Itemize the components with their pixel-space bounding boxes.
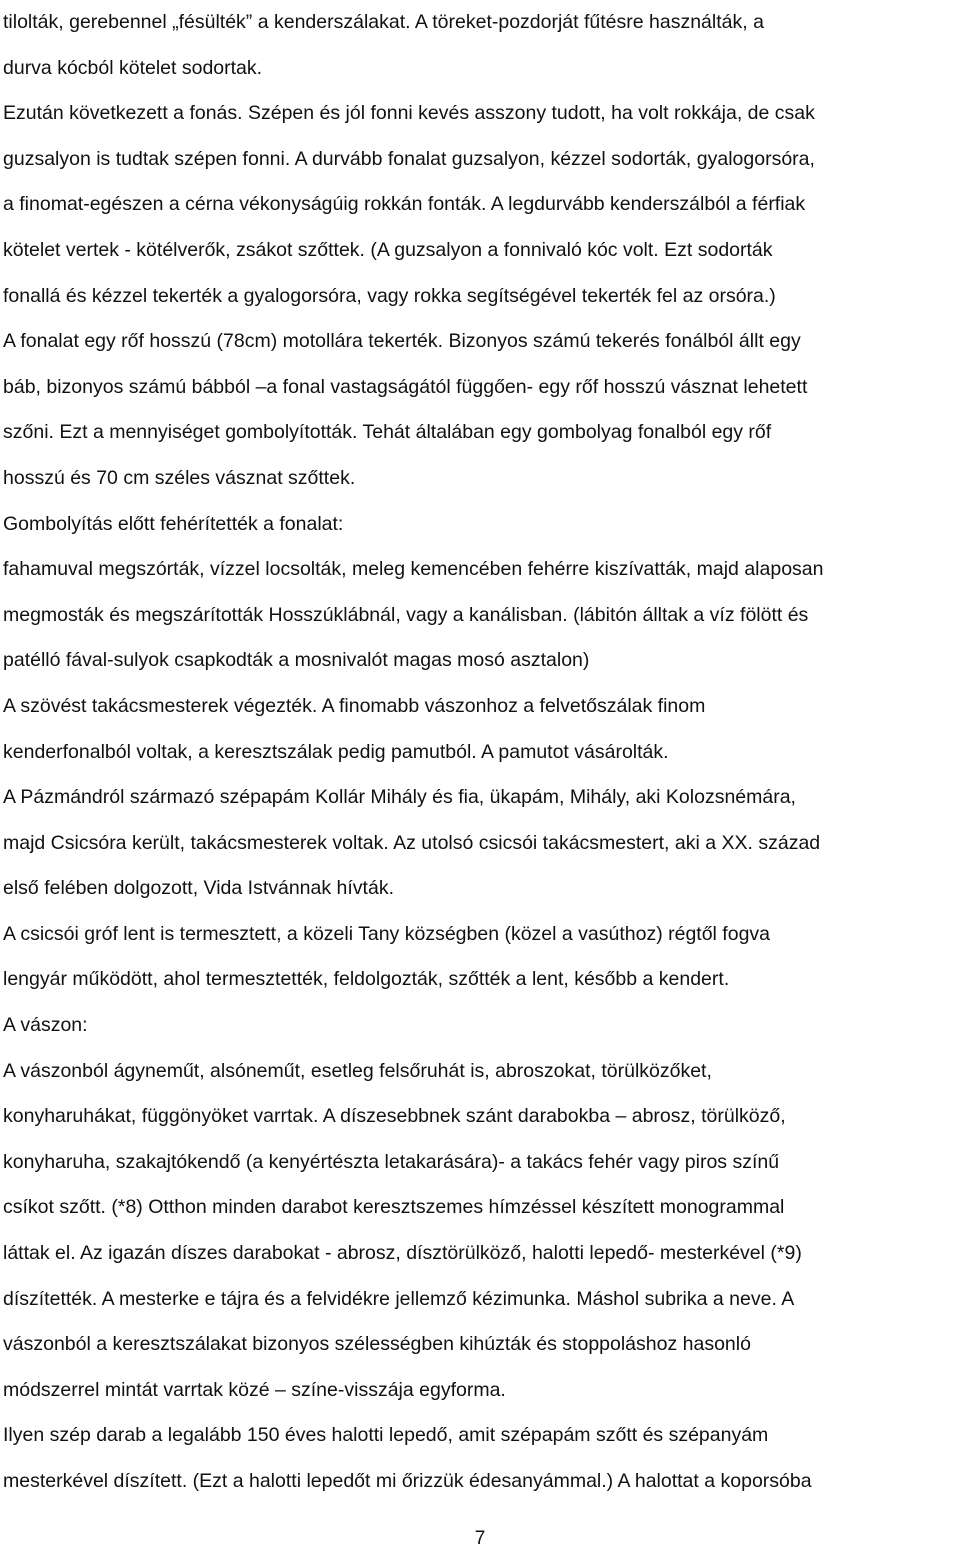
text-line-22: lengyár működött, ahol termesztették, feldolgozták, szőtték a lent, később a kendert. — [3, 968, 730, 991]
text-line-4: guzsalyon is tudtak szépen fonni. A durvább fonalat guzsalyon, kézzel sodorták, gyalogorsóra, — [3, 147, 815, 170]
text-line-12: Gombolyítás előtt fehérítették a fonalat: — [3, 512, 344, 535]
document-page — [3, 0, 959, 1505]
text-line-13: fahamuval megszórták, vízzel locsolták, meleg kemencében fehérre kiszívatták, majd alaposan — [3, 558, 824, 581]
text-line-14: megmosták és megszárították Hosszúklábnál, vagy a kanálisban. (lábitón álltak a víz fölött és — [3, 603, 809, 626]
text-line-19: majd Csicsóra került, takácsmesterek voltak. Az utolsó csicsói takácsmestert, aki a XX. század — [3, 831, 821, 854]
text-line-30: vászonból a keresztszálakat bizonyos szélességben kihúzták és stoppoláshoz hasonló — [3, 1333, 751, 1356]
text-line-16: A szövést takácsmesterek végezték. A finomabb vászonhoz a felvetőszálak finom — [3, 694, 706, 717]
text-line-18: A Pázmándról származó szépapám Kollár Mihály és fia, ükapám, Mihály, aki Kolozsnémára, — [3, 786, 796, 809]
text-line-15: patélló fával-sulyok csapkodták a mosnivalót magas mosó asztalon) — [3, 649, 590, 672]
text-line-32: Ilyen szép darab a legalább 150 éves halotti lepedő, amit szépapám szőtt és szépanyám — [3, 1424, 769, 1447]
text-line-24: A vászonból ágyneműt, alsóneműt, esetleg felsőruhát is, abroszokat, törülközőket, — [3, 1059, 712, 1082]
text-line-27: csíkot szőtt. (*8) Otthon minden darabot keresztszemes hímzéssel készített monogrammal — [3, 1196, 785, 1219]
text-line-25: konyharuhákat, függönyöket varrtak. A díszesebbnek szánt darabokba – abrosz, törülköző, — [3, 1105, 786, 1128]
page-number: 7 — [474, 1528, 486, 1549]
text-line-20: első felében dolgozott, Vida Istvánnak hívták. — [3, 877, 394, 900]
text-line-3: Ezután következett a fonás. Szépen és jól fonni kevés asszony tudott, ha volt rokkája, de csak — [3, 102, 815, 125]
text-line-5: a finomat-egészen a cérna vékonyságúig rokkán fonták. A legdurvább kenderszálból a férfiak — [3, 193, 806, 216]
text-line-6: kötelet vertek - kötélverők, zsákot szőttek. (A guzsalyon a fonnivaló kóc volt. Ezt sodorták — [3, 238, 773, 261]
body-text-block — [3, 0, 959, 1505]
text-line-31: módszerrel mintát varrtak közé – színe-visszája egyforma. — [3, 1378, 506, 1401]
text-line-7: fonallá és kézzel tekerték a gyalogorsóra, vagy rokka segítségével tekerték fel az orsóra.) — [3, 284, 776, 307]
text-line-29: díszítették. A mesterke e tájra és a felvidékre jellemző kézimunka. Máshol subrika a neve. A — [3, 1287, 795, 1310]
text-line-8: A fonalat egy rőf hosszú (78cm) motollára tekerték. Bizonyos számú tekerés fonálból állt egy — [3, 330, 801, 353]
text-line-10: szőni. Ezt a mennyiséget gombolyították. Tehát általában egy gombolyag fonalból egy rőf — [3, 421, 772, 444]
text-line-33: mesterkével díszített. (Ezt a halotti lepedőt mi őrizzük édesanyámmal.) A halottat a koporsóba — [3, 1470, 812, 1492]
text-line-1: tilolták, gerebennel „fésülték” a kenderszálakat. A töreket-pozdorját fűtésre használták, a — [3, 11, 764, 33]
text-line-9: báb, bizonyos számú bábból –a fonal vastagságától függően- egy rőf hosszú vásznat lehetett — [3, 375, 808, 398]
text-line-26: konyharuha, szakajtókendő (a kenyértészta letakarására)- a takács fehér vagy piros színű — [3, 1150, 780, 1173]
text-line-28: láttak el. Az igazán díszes darabokat - abrosz, dísztörülköző, halotti lepedő- mesterkével (*9) — [3, 1242, 802, 1265]
text-line-21: A csicsói gróf lent is termesztett, a közeli Tany községben (közel a vasúthoz) régtől fogva — [3, 922, 771, 945]
text-line-11: hosszú és 70 cm széles vásznat szőttek. — [3, 466, 356, 489]
text-line-2: durva kócból kötelet sodortak. — [3, 56, 263, 79]
text-line-23: A vászon: — [3, 1014, 88, 1037]
text-line-17: kenderfonalból voltak, a keresztszálak pedig pamutból. A pamutot vásárolták. — [3, 740, 669, 763]
